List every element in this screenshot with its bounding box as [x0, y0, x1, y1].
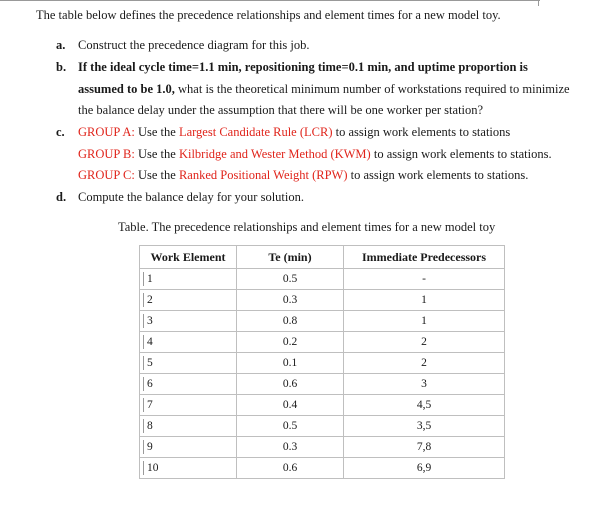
precedence-table [139, 245, 505, 479]
cell-work-element [140, 416, 237, 437]
group-c-name: GROUP C: [78, 168, 135, 182]
cell-predecessors: 3,5 [344, 416, 505, 437]
cell-predecessors: 2 [344, 332, 505, 353]
cell-predecessors: 1 [344, 290, 505, 311]
cell-work-element [140, 290, 237, 311]
cell-te: 0.3 [237, 437, 344, 458]
question-a-label: a. [56, 38, 66, 52]
cell-te: 0.4 [237, 395, 344, 416]
cell-te: 0.2 [237, 332, 344, 353]
table-row [140, 437, 505, 458]
question-c [56, 125, 510, 140]
cell-te: 0.6 [237, 374, 344, 395]
header-te: Te (min) [237, 246, 344, 269]
cell-predecessors: 3 [344, 374, 505, 395]
group-c-pre: Use the [134, 168, 179, 182]
cell-predecessors: 7,8 [344, 437, 505, 458]
cell-te: 0.5 [237, 416, 344, 437]
work-element-value: 7 [143, 398, 153, 412]
question-b-line2-bold: assumed to be 1.0, [78, 82, 175, 96]
cell-work-element [140, 395, 237, 416]
group-c-post: to assign work elements to stations. [347, 168, 529, 182]
question-a [56, 38, 310, 53]
table-row [140, 416, 505, 437]
question-b-line3: the balance delay under the assumption that there will be one worker per station? [78, 103, 484, 117]
cell-predecessors: 2 [344, 353, 505, 374]
question-b-line2-rest: what is the theoretical minimum number of workstations required to minimize [174, 82, 570, 96]
question-d-text: Compute the balance delay for your solution. [78, 190, 304, 204]
work-element-value: 3 [143, 314, 153, 328]
group-b-method: Kilbridge and Wester Method (KWM) [178, 147, 371, 161]
cell-predecessors: 6,9 [344, 458, 505, 479]
cell-predecessors: - [344, 269, 505, 290]
table-row [140, 290, 505, 311]
header-predecessors: Immediate Predecessors [344, 246, 505, 269]
work-element-value: 8 [143, 419, 153, 433]
work-element-value: 2 [143, 293, 153, 307]
work-element-value: 5 [143, 356, 153, 370]
cell-predecessors: 1 [344, 311, 505, 332]
cell-te: 0.3 [237, 290, 344, 311]
work-element-value: 10 [143, 461, 159, 475]
cell-work-element [140, 374, 237, 395]
table-caption: Table. The precedence relationships and element times for a new model toy [118, 220, 496, 234]
top-rule [0, 0, 540, 1]
table-header-row [140, 246, 505, 269]
work-element-value: 1 [143, 272, 153, 286]
table-row [140, 395, 505, 416]
table-row [140, 311, 505, 332]
question-d [56, 190, 304, 205]
table-row [140, 332, 505, 353]
group-a-pre: Use the [134, 125, 179, 139]
header-work-element: Work Element [140, 246, 237, 269]
question-b-line1: If the ideal cycle time=1.1 min, repositioning time=0.1 min, and uptime proportion is [78, 60, 528, 74]
cell-work-element [140, 458, 237, 479]
group-c [78, 168, 528, 183]
cell-te: 0.8 [237, 311, 344, 332]
group-a-name: GROUP A: [78, 125, 135, 139]
cell-te: 0.5 [237, 269, 344, 290]
group-b-pre: Use the [134, 147, 179, 161]
intro-text: The table below defines the precedence relationships and element times for a new model toy. [36, 8, 501, 22]
question-a-text: Construct the precedence diagram for this job. [78, 38, 310, 52]
group-b-name: GROUP B: [78, 147, 135, 161]
group-c-method: Ranked Positional Weight (RPW) [178, 168, 348, 182]
question-b [56, 60, 528, 75]
question-b-label: b. [56, 60, 67, 74]
cell-te: 0.1 [237, 353, 344, 374]
cell-predecessors: 4,5 [344, 395, 505, 416]
table-row [140, 269, 505, 290]
question-b-line2 [78, 82, 570, 97]
table-row [140, 353, 505, 374]
cell-work-element [140, 269, 237, 290]
cell-work-element [140, 311, 237, 332]
table-row [140, 374, 505, 395]
group-b [78, 147, 552, 162]
cell-work-element [140, 353, 237, 374]
question-c-label: c. [56, 125, 65, 139]
work-element-value: 4 [143, 335, 153, 349]
cell-work-element [140, 437, 237, 458]
top-rule-edge [538, 0, 539, 6]
work-element-value: 6 [143, 377, 153, 391]
cell-work-element [140, 332, 237, 353]
work-element-value: 9 [143, 440, 153, 454]
table-row [140, 458, 505, 479]
cell-te: 0.6 [237, 458, 344, 479]
question-d-label: d. [56, 190, 67, 204]
group-a-method: Largest Candidate Rule (LCR) [178, 125, 333, 139]
group-a-post: to assign work elements to stations [332, 125, 511, 139]
group-b-post: to assign work elements to stations. [370, 147, 552, 161]
